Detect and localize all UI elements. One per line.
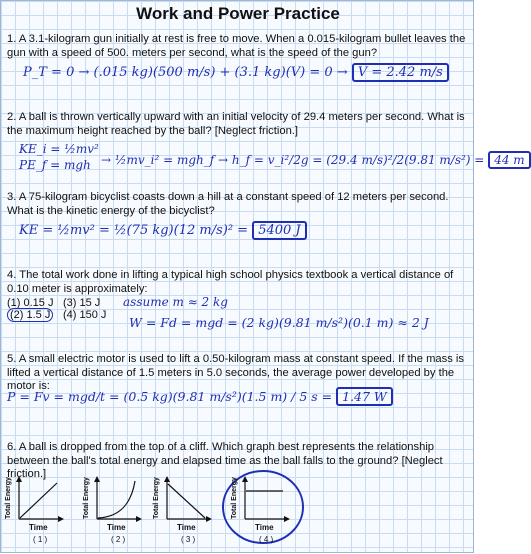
- question-4-text: 4. The total work done in lifting a typical high school physics textbook a vertical distance of 0.10 meter is approximately:: [7, 269, 454, 295]
- graph-3-xlabel: Time: [177, 523, 196, 532]
- graphs-canvas: [1, 467, 475, 554]
- question-4-choices-right: [63, 297, 113, 321]
- graph-3-line: [168, 484, 205, 518]
- graph-1-xlabel: Time: [29, 523, 48, 532]
- question-1-work: [23, 65, 449, 80]
- question-5-text: 5. A small electric motor is used to lift a 0.50-kilogram mass at constant speed. If the mass is lifted a vertical distance of 1.5 meters in 5.0 seconds, the average power developed by the motor is:: [7, 353, 465, 392]
- answer-graphs: [1, 467, 475, 554]
- graph-2-curve: [98, 481, 135, 518]
- graph-4-ylabel: Total Energy: [231, 477, 238, 519]
- choice-2: (2) 1.5 J: [7, 309, 57, 321]
- graph-4-label: ( 4 ): [259, 535, 274, 544]
- q1-answer: V = 2.42 m/s: [352, 63, 449, 82]
- choice-4: (4) 150 J: [63, 309, 107, 321]
- question-6-text: 6. A ball is dropped from the top of a cliff. Which graph best represents the relationship between the ball's total energy and elapsed time as the ball falls to the ground? [Neglect friction.]: [7, 441, 443, 480]
- q3-equation: KE = ½mv² = ½(75 kg)(12 m/s)² =: [19, 223, 249, 238]
- q1-equation: P_T = 0 → (.015 kg)(500 m/s) + (3.1 kg)(V) = 0 →: [23, 65, 348, 80]
- graph-1-line: [20, 483, 57, 518]
- graph-3: [167, 479, 209, 519]
- choice-1: (1) 0.15 J: [7, 297, 54, 309]
- question-3-text: 3. A 75-kilogram bicyclist coasts down a hill at a constant speed of 12 meters per second. What is the kinetic energy of the bicyclist?: [7, 191, 449, 217]
- graph-2-ylabel: Total Energy: [83, 477, 90, 519]
- question-2-givens: [19, 141, 99, 173]
- question-5-work: [7, 389, 393, 404]
- page-title: Work and Power Practice: [136, 4, 340, 23]
- graph-3-ylabel: Total Energy: [153, 477, 160, 519]
- graph-4-xlabel: Time: [255, 523, 274, 532]
- q5-answer: 1.47 W: [336, 387, 393, 406]
- graph-1-label: ( 1 ): [33, 535, 48, 544]
- q2-answer: 44 m: [488, 151, 530, 169]
- q5-equation: P = Fv = mgd/t = (0.5 kg)(9.81 m/s²)(1.5 m) / 5 s =: [7, 389, 333, 404]
- graph-1: [19, 479, 61, 519]
- graph-2-xlabel: Time: [107, 523, 126, 532]
- question-4-choices-left: [7, 297, 57, 321]
- q4-assumption: assume m ≈ 2 kg: [123, 295, 228, 309]
- graph-2: [97, 479, 139, 519]
- question-1-text: 1. A 3.1-kilogram gun initially at rest is free to move. When a 0.015-kilogram bullet leaves the gun with a speed of 500. meters per second, what is the speed of the gun?: [7, 33, 466, 59]
- graph-2-label: ( 2 ): [111, 535, 126, 544]
- q2-potential-energy: PE_f = mgh: [19, 158, 91, 172]
- question-3-work: [19, 223, 307, 238]
- graph-3-label: ( 3 ): [181, 535, 196, 544]
- graph-1-ylabel: Total Energy: [5, 477, 12, 519]
- choice-3: (3) 15 J: [63, 297, 101, 309]
- q2-kinetic-energy: KE_i = ½mv²: [19, 142, 99, 156]
- question-2-text: 2. A ball is thrown vertically upward with an initial velocity of 29.4 meters per second. What is the maximum height reached by the ball? [Neglect friction.]: [7, 111, 465, 137]
- question-2-work: [101, 153, 531, 167]
- q3-answer: 5400 J: [252, 221, 306, 240]
- q4-equation: W = Fd = mgd = (2 kg)(9.81 m/s²)(0.1 m) ≈ 2 J: [129, 315, 429, 330]
- q2-equation: → ½mv_i² = mgh_f → h_f = v_i²/2g = (29.4 m/s)²/2(9.81 m/s²) =: [101, 153, 485, 167]
